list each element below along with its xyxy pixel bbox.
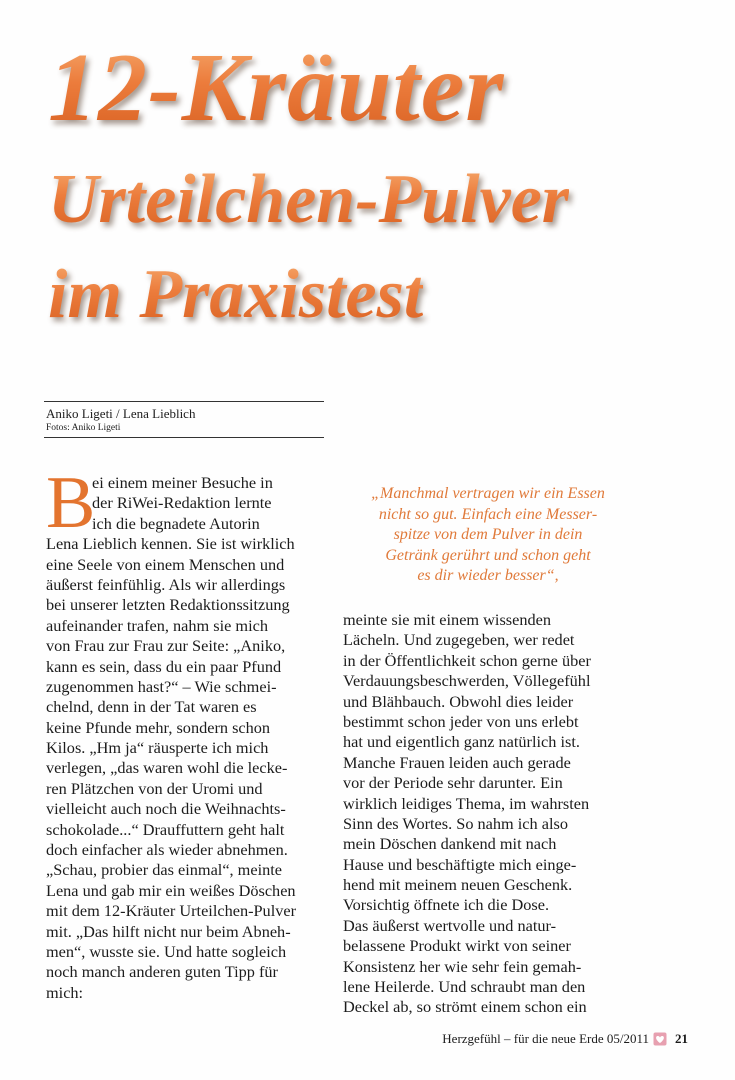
text-line: „Schau, probier das einmal“, meinte [46,860,282,880]
text-line: Hause und beschäftigte mich einge- [343,854,577,874]
text-line: ei einem meiner Besuche in [92,473,273,492]
text-line: nicht so gut. Einfach eine Messer- [378,505,598,523]
text-line: vielleicht auch noch die Weihnachts- [46,799,286,819]
text-line: der RiWei-Redaktion lernte [92,493,272,513]
text-line: Sinn des Wortes. So nahm ich also [343,813,568,833]
text-line: Lächeln. Und zugegeben, wer redet [343,630,575,650]
text-line: äußerst feinfühlig. Als wir allerdings [46,574,286,594]
text-line: wirklich leidiges Thema, im wahrsten [343,793,590,813]
text-line: bestimmt schon jeder von uns erlebt [343,711,579,731]
text-line: noch manch anderen guten Tipp für [46,962,278,982]
text-line: spitze von dem Pulver in dein [393,526,583,544]
text-line: keine Pfunde mehr, sondern schon [46,717,271,737]
text-line: vor der Periode sehr darunter. Ein [343,773,563,793]
text-line: belassene Produkt wirkt von seiner [343,936,571,956]
text-line: lene Heilerde. Und schraubt man den [343,977,586,997]
text-line: Deckel ab, so strömt einem schon ein [343,997,587,1017]
heart-icon [653,1032,667,1046]
drop-cap: B [46,462,96,544]
text-line: ren Plätzchen von der Uromi und [46,778,263,798]
byline-authors: Aniko Ligeti / Lena Lieblich [46,406,196,421]
article-column-left [46,473,326,1003]
byline-photo-credit: Fotos: Aniko Ligeti [46,423,121,433]
text-line: doch einfacher als wieder abnehmen. [46,840,288,860]
text-line: eine Seele von einem Menschen und [46,554,285,574]
text-line: ich die begnadete Autorin [92,513,260,533]
title-line-3: im Praxistest [48,256,424,333]
title-line-1: 12-Kräuter [48,34,505,142]
text-line: Getränk gerührt und schon geht [385,546,591,564]
text-line: Lena Lieblich kennen. Sie ist wirklich [46,534,295,554]
byline [44,401,324,438]
text-line: Verdauungsbeschwerden, Völlegefühl [343,671,591,691]
text-line: schokolade...“ Drauffuttern geht halt [46,819,285,839]
text-line: mein Döschen dankend mit nach [343,834,557,854]
text-line: Das äußerst wertvolle und natur- [343,915,557,935]
text-line: chelnd, denn in der Tat waren es [46,697,257,717]
text-line: Kilos. „Hm ja“ räusperte ich mich [46,738,269,758]
text-line: in der Öffentlichkeit schon gerne über [343,650,591,670]
pull-quote [338,484,638,587]
text-line: meinte sie mit einem wissenden [343,610,551,629]
text-line: bei unserer letzten Redaktionssitzung [46,595,290,615]
text-line: mit dem 12-Kräuter Urteilchen-Pulver [46,901,297,921]
text-line: Lena und gab mir ein weißes Döschen [46,880,296,900]
footer-publication: Herzgefühl – für die neue Erde 05/2011 [442,1031,649,1046]
page-number: 21 [675,1031,688,1046]
text-line: Konsistenz her wie sehr fein gemah- [343,956,582,976]
text-line: hend mit meinem neuen Geschenk. [343,875,573,895]
text-line: es dir wieder besser“, [417,567,559,585]
article-column-right [343,610,633,1018]
text-line: hat und eigentlich ganz natürlich ist. [343,732,580,752]
text-line: verlegen, „das waren wohl die lecke- [46,758,288,778]
page-footer [442,1030,688,1048]
text-line: mich: [46,982,84,1002]
text-line: kann es sein, dass du ein paar Pfund [46,656,282,676]
text-line: „Manchmal vertragen wir ein Essen [371,485,605,502]
text-line: von Frau zur Frau zur Seite: „Aniko, [46,636,286,656]
text-line: Manche Frauen leiden auch gerade [343,752,571,772]
text-line: Vorsichtig öffnete ich die Dose. [343,895,550,915]
text-line: zugenommen hast?“ – Wie schmei- [46,676,277,696]
text-line: aufeinander trafen, nahm sie mich [46,615,268,635]
text-line: mit. „Das hilft nicht nur beim Abneh- [46,921,291,941]
title-line-2: Urteilchen-Pulver [48,161,570,238]
text-line: und Blähbauch. Obwohl dies leider [343,691,574,711]
text-line: men“, wusste sie. Und hatte sogleich [46,941,287,961]
